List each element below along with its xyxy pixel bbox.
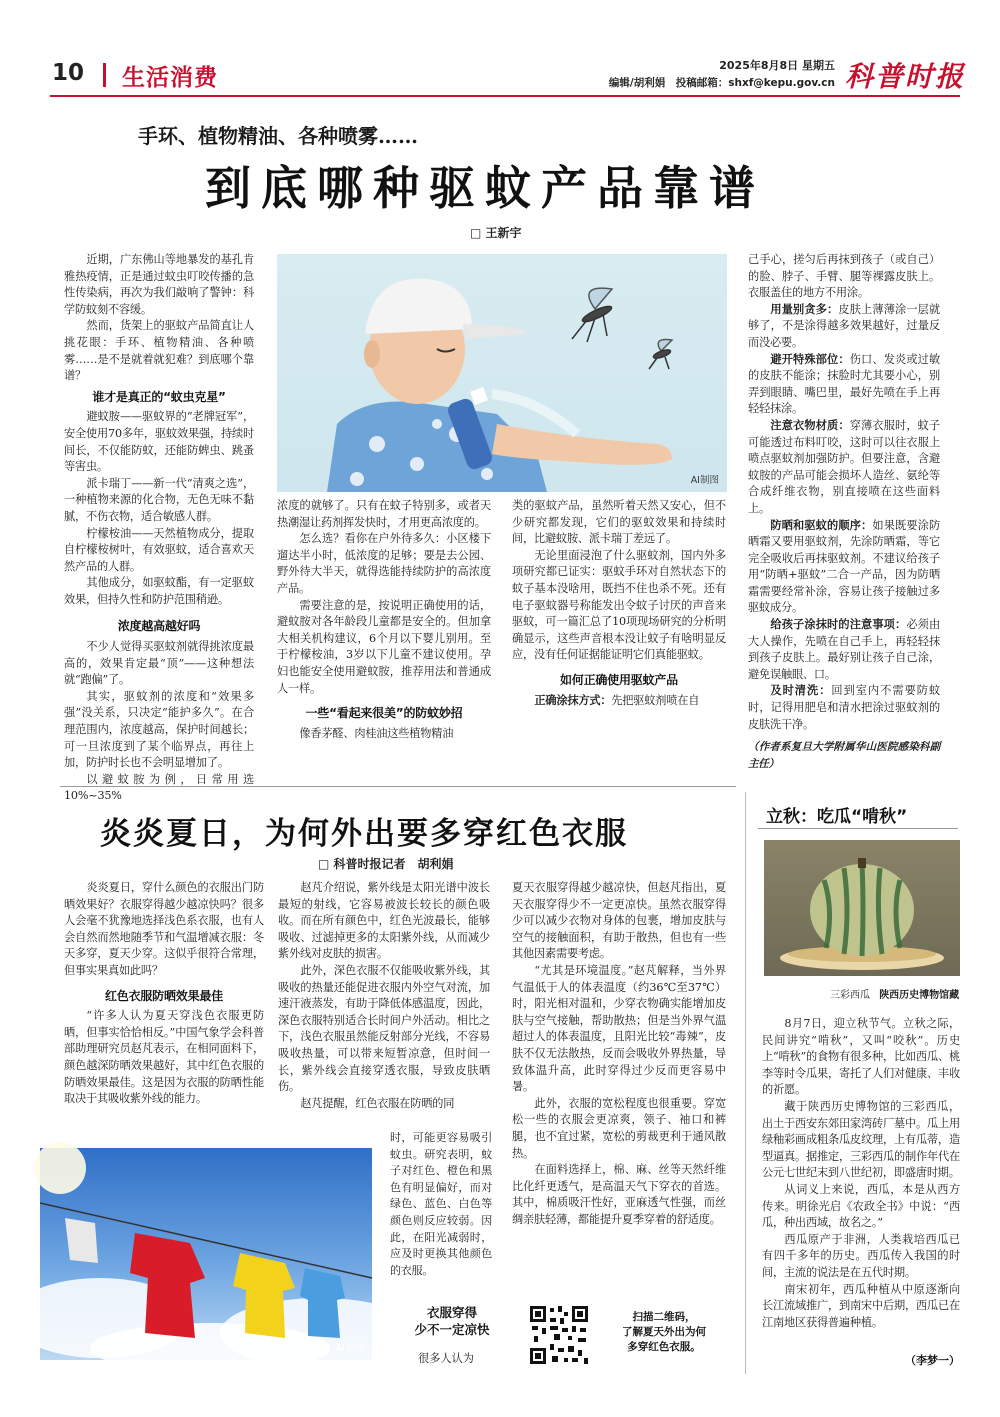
para bbox=[748, 518, 940, 618]
issue-date: 2025年8月8日 星期五 bbox=[719, 59, 835, 72]
para: 怎么选？看你在户外待多久：小区楼下遛达半小时，低浓度的足够；要是去公园、野外待大半天，就得选能持续防护的高浓度产品。 bbox=[277, 532, 491, 595]
para: 近期，广东佛山等地暴发的基孔肯雅热疫情，正是通过蚊虫叮咬传播的急性传染病，再次为我们敲响了警钟：科学防蚊刻不容缓。 bbox=[64, 253, 254, 316]
para: 类的驱蚊产品，虽然听着天然又安心，但不少研究都发现，它们的驱蚊效果和持续时间，比避蚊胺、派卡瑞丁差远了。 bbox=[512, 499, 726, 546]
sidebar-text bbox=[762, 1016, 960, 1356]
para: 避蚊胺——驱蚊界的“老牌冠军”，安全使用70多年，驱蚊效果强，持续时间长，不仅能防蚊，还能防蜱虫、跳蚤等害虫。 bbox=[64, 410, 254, 474]
para-text: 皮肤上薄薄涂一层就够了，不是涂得越多效果越好，过量反而没必要。 bbox=[748, 302, 940, 349]
para: “尤其是环境温度。”赵芃解释，当外界气温低于人的体表温度（约36℃至37℃）时，阳光相对温和，少穿衣物确实能增加皮肤与空气接触，帮助散热；但是当外界气温超过人的体表温度，且阳光比较“毒辣”，皮肤不仅无法散热，反而会吸收外界热量，导致体温升高，此时穿得过少反而更容易中暑。 bbox=[512, 963, 726, 1094]
editor-line: 编辑/胡利娟 投稿邮箱：shxf@kepu.gov.cn bbox=[608, 77, 835, 89]
article2-col2 bbox=[278, 880, 490, 1142]
para: 西瓜原产于非洲，人类栽培西瓜已有四千多年的历史。西瓜传入我国的时间，主流的说法是在五代时期。 bbox=[762, 1232, 960, 1279]
para-text: 穿薄衣服时，蚊子可能透过布料叮咬，这时可以往衣服上喷点驱蚊剂加强防护。但要注意，含避蚊胺的产品可能会损坏人造丝、氨纶等合成纤维衣物，别直接喷在这些面料上。 bbox=[748, 418, 940, 515]
para bbox=[512, 693, 726, 710]
para: 以避蚊胺为例，日常用选10%~35% bbox=[64, 772, 254, 803]
subhead-line: 衣服穿得 bbox=[426, 1305, 477, 1320]
page-number: 10 bbox=[52, 60, 85, 86]
subhead-line: 少不一定凉快 bbox=[414, 1322, 490, 1337]
para: 赵芃介绍说，紫外线是太阳光谱中波长最短的射线，它容易被波长较长的颜色吸收。而在所有颜色中，红色光波最长，能够吸收、过滤掉更多的太阳紫外线，从而减少紫外线对皮肤的损害。 bbox=[278, 881, 490, 961]
hero-photo-credit: AI制图 bbox=[690, 475, 719, 486]
para: 8月7日，迎立秋节气。立秋之际，民间讲究“啃秋”，又叫“咬秋”。历史上“啃秋”的食物有很多种，比如西瓜、桃李等时令瓜果，寄托了人们对健康、丰收的祈愿。 bbox=[762, 1017, 960, 1097]
header-rule bbox=[50, 95, 960, 97]
watermelon-photo-caption bbox=[830, 986, 959, 1001]
subheading: 如何正确使用驱蚊产品 bbox=[559, 672, 678, 687]
para-text: 如果既要涂防晒霜又要用驱蚊剂，先涂防晒霜，等它完全吸收后再抹驱蚊剂。不建议给孩子用“防晒+驱蚊”二合一产品，因为防晒霜需要经常补涂，容易让孩子接触过多驱蚊成分。 bbox=[748, 518, 940, 615]
para: 其实，驱蚊剂的浓度和“效果多强”没关系，只决定“能护多久”。在合理范围内，浓度越高，保护时间越长；可一旦浓度到了某个临界点，再往上加，防护时长也不会明显增加了。 bbox=[64, 689, 254, 770]
para: 炎炎夏日，穿什么颜色的衣服出门防晒效果好？衣服穿得越少越凉快吗？很多人会毫不犹豫地选择浅色系衣服，也有人会自然而然地随季节和气温增减衣服：冬天多穿，夏天少穿。这似乎很符合常理，但事实果真如此吗？ bbox=[64, 881, 264, 977]
qr-caption-line: 了解夏天外出为何 bbox=[622, 1326, 706, 1338]
para bbox=[748, 683, 940, 733]
subheading: 谁才是真正的“蚊虫克星” bbox=[92, 389, 226, 404]
watermelon-photo bbox=[764, 840, 960, 976]
section-divider bbox=[103, 63, 106, 87]
subheading: 红色衣服防晒效果最佳 bbox=[104, 988, 223, 1003]
lead-in: 防晒和驱蚊的顺序： bbox=[770, 518, 873, 532]
article1-col3 bbox=[512, 498, 726, 772]
para: 其他成分，如驱蚊酯，有一定驱蚊效果，但持久性和防护范围稍逊。 bbox=[64, 576, 254, 606]
qr-code-icon bbox=[528, 1304, 590, 1366]
caption-museum: 陕西历史博物馆藏 bbox=[879, 990, 960, 1001]
para-text: 先把驱蚊剂喷在自 bbox=[611, 693, 700, 707]
article2-col1 bbox=[64, 880, 264, 1140]
para-text: 伤口、发炎或过敏的皮肤不能涂；抹脸时尤其要小心，别弄到眼睛、嘴巴里，最好先喷在手上再轻轻抹涂。 bbox=[748, 352, 940, 416]
article1-kicker: 手环、植物精油、各种喷雾…… bbox=[138, 124, 418, 148]
para: 需要注意的是，按说明正确使用的话，避蚊胺对各年龄段儿童都是安全的。但加拿大相关机构建议，6个月以下婴儿别用。至于柠檬桉油，3岁以下儿童不建议使用。孕妇也能安全使用避蚊胺，推荐用法和普通成人一样。 bbox=[277, 598, 491, 695]
masthead-logo: 科普时报 bbox=[845, 60, 966, 93]
article2-byline: □ 科普时报记者 胡利娟 bbox=[318, 857, 454, 871]
article1-title: 到底哪种驱蚊产品靠谱 bbox=[205, 161, 765, 215]
lead-in: 避开特殊部位： bbox=[770, 352, 850, 366]
subheading: 一些“看起来很美”的防蚊妙招 bbox=[305, 706, 463, 721]
article2-col2b bbox=[390, 1130, 492, 1290]
article2-subhead bbox=[404, 1304, 500, 1338]
para: 南宋初年，西瓜种植从中原逐渐向长江流域推广，到南宋中后期，西瓜已在江南地区获得普遍种植。 bbox=[762, 1282, 960, 1329]
subheading: 浓度越高越好吗 bbox=[117, 619, 201, 634]
author-note: （作者系复旦大学附属华山医院感染科副主任） bbox=[748, 741, 940, 770]
para: 浓度的就够了。只有在蚊子特别多，或者天热潮湿让药剂挥发快时，才用更高浓度的。 bbox=[277, 499, 491, 529]
para: 像香茅醛、肉桂油这些植物精油 bbox=[299, 726, 454, 740]
para: 此外，深色衣服不仅能吸收紫外线，其吸收的热量还能促进衣服内外空气对流，加速汗液蒸发，有助于降低体感温度，因此，深色衣服特别适合长时间户外活动。相比之下，浅色衣服虽然能反射部分光线，不容易吸收热量，可以带来短暂凉意，但时间一长，紫外线会直接穿透衣服，导致皮肤晒伤。 bbox=[278, 963, 490, 1094]
sidebar-box bbox=[745, 792, 960, 1374]
para: 派卡瑞丁——新一代“清爽之选”，一种植物来源的化合物，无色无味不黏腻，不伤衣物，适合敏感人群。 bbox=[64, 476, 254, 523]
lead-in: 及时清洗： bbox=[770, 684, 832, 698]
para: 夏天衣服穿得越少越凉快，但赵芃指出，夏天衣服穿得少不一定更凉快。虽然衣服穿得少可以减少衣物对身体的包裹，增加皮肤与空气的接触面积，有助于散热，但也有一些其他因素需要考虑。 bbox=[512, 881, 726, 961]
sidebar-title-rule bbox=[758, 828, 958, 829]
article1-col2 bbox=[277, 498, 491, 772]
para: 藏于陕西历史博物馆的三彩西瓜，出土于西安东郊田家湾砖厂墓中。瓜上用绿釉彩画成粗条瓜皮纹理，上有瓜蒂，造型逼真。据推定，三彩西瓜的制作年代在公元七世纪末到八世纪初，即盛唐时期。 bbox=[762, 1099, 960, 1180]
sidebar-author: （李梦一） bbox=[905, 1354, 960, 1367]
para: 然而，货架上的驱蚊产品简直让人挑花眼：手环、植物精油、各种喷雾……是不是就着就犯难？到底哪个靠谱？ bbox=[64, 319, 254, 383]
qr-code[interactable] bbox=[528, 1304, 590, 1366]
lead-in: 用量别贪多： bbox=[770, 302, 839, 316]
para bbox=[748, 352, 940, 418]
qr-caption bbox=[600, 1310, 728, 1355]
para: 在面料选择上，棉、麻、丝等天然纤维比化纤更透气，是高温天气下穿衣的首选。其中，棉质吸汗性好，亚麻透气性强，而丝绸亲肤轻薄，都能提升夏季穿着的舒适度。 bbox=[512, 1163, 726, 1226]
boy-spraying-illustration bbox=[277, 254, 727, 492]
article1-col1 bbox=[64, 252, 254, 803]
lead-in: 给孩子涂抹时的注意事项： bbox=[770, 618, 907, 632]
para bbox=[748, 617, 940, 683]
section-title: 生活消费 bbox=[122, 65, 218, 91]
lead-in: 注意衣物材质： bbox=[770, 418, 850, 432]
para: 时，可能更容易吸引蚊虫。研究表明，蚊子对红色、橙色和黑色有明显偏好，而对绿色、蓝色、白色等颜色则反应较弱。因此，在阳光减弱时，应及时更换其他颜色的衣服。 bbox=[390, 1131, 492, 1277]
qr-caption-line: 扫描二维码， bbox=[632, 1311, 696, 1323]
para: 从词义上来说，西瓜，本是从西方传来。明徐光启《农政全书》中说：“西瓜，种出西域，故名之。” bbox=[762, 1182, 960, 1230]
article2-sub-text: 很多人认为 bbox=[418, 1352, 474, 1365]
para-text: 回到室内不需要防蚊时，记得用肥皂和清水把涂过驱蚊剂的皮肤洗干净。 bbox=[748, 684, 940, 731]
para bbox=[748, 302, 940, 352]
hero-photo bbox=[277, 254, 727, 492]
lead-in: 正确涂抹方式： bbox=[534, 693, 612, 707]
laundry-photo bbox=[40, 1148, 372, 1360]
caption-object: 三彩西瓜 bbox=[830, 990, 870, 1001]
para: 不少人觉得买驱蚊剂就得挑浓度最高的，效果肯定最“顶”——这种想法就“跑偏”了。 bbox=[64, 640, 254, 687]
qr-caption-line: 多穿红色衣服。 bbox=[627, 1341, 701, 1353]
sidebar-title: 立秋：吃瓜“啃秋” bbox=[766, 807, 908, 827]
para: 己手心，搓匀后再抹到孩子（或自己）的脸、脖子、手臂、腿等裸露皮肤上。衣服盖住的地方不用涂。 bbox=[748, 253, 940, 300]
para: “许多人认为夏天穿浅色衣服更防晒，但事实恰恰相反。”中国气象学会科普部助理研究员赵芃表示，在相同面料下，颜色越深防晒效果越好，其中红色衣服的防晒效果最佳。这是因为衣服的防晒性能取决于其吸收紫外线的能力。 bbox=[64, 1009, 264, 1106]
tricolor-watermelon-illustration bbox=[764, 840, 960, 976]
para: 此外，衣服的宽松程度也很重要。穿宽松一些的衣服会更凉爽，领子、袖口和裤腿，也不宜过紧，宽松的剪裁更利于通风散热。 bbox=[512, 1096, 726, 1160]
laundry-photo-credit: AI制图 bbox=[335, 1343, 364, 1354]
article1-byline: □ 王新宇 bbox=[470, 226, 522, 240]
para bbox=[748, 418, 940, 518]
para: 赵芃提醒，红色衣服在防晒的同 bbox=[300, 1096, 455, 1110]
para: 柠檬桉油——天然植物成分，提取自柠檬桉树叶，有效驱蚊，适合喜欢天然产品的人群。 bbox=[64, 526, 254, 573]
para-text: 必须由大人操作，先喷在自己手上，再轻轻抹到孩子皮肤上。最好别让孩子自己涂，避免误触眼、口。 bbox=[748, 618, 940, 681]
page-header bbox=[0, 0, 1000, 100]
article2-title: 炎炎夏日，为何外出要多穿红色衣服 bbox=[100, 816, 628, 852]
article1-col4 bbox=[748, 252, 940, 772]
clothesline-illustration bbox=[40, 1148, 372, 1360]
article2-col3 bbox=[512, 880, 726, 1290]
article-divider bbox=[60, 786, 736, 787]
para: 无论里面浸泡了什么驱蚊剂，国内外多项研究都已证实：驱蚊手环对自然状态下的蚊子基本没啥用，既挡不住也杀不死。还有电子驱蚊器号称能发出令蚊子讨厌的声音来驱蚊，可一篇汇总了10项现场研究的分析明确显示，这些声音根本没让蚊子有啥明显反应，没有任何证据能证明它们真能驱蚊。 bbox=[512, 548, 726, 662]
